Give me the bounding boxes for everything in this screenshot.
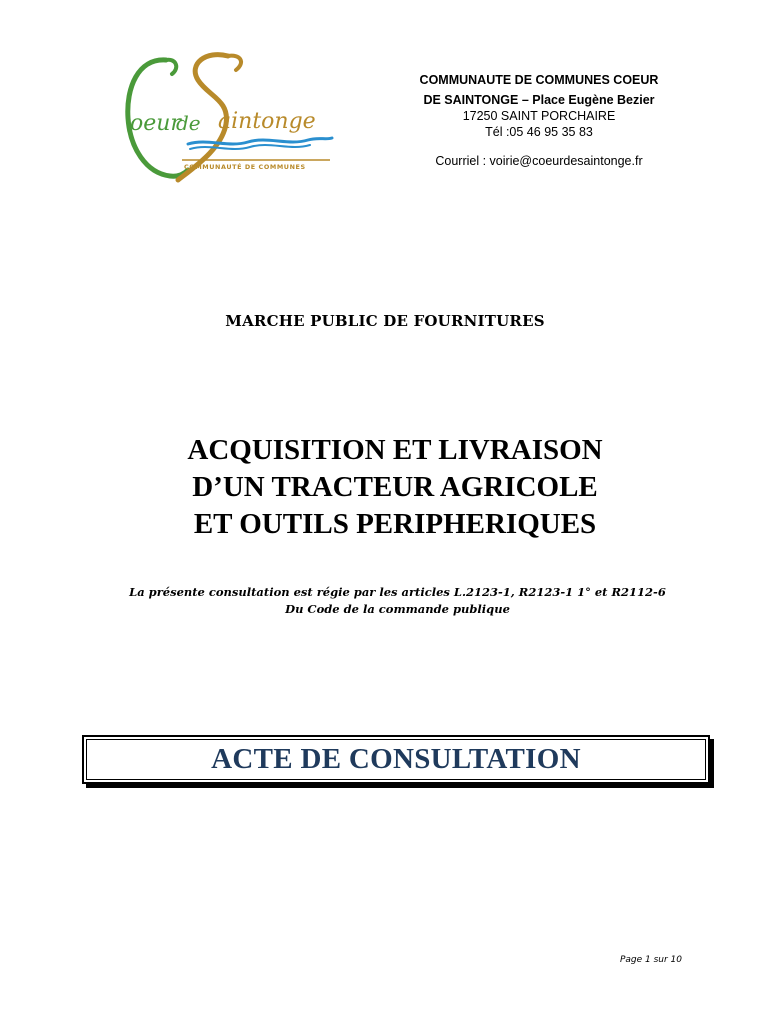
- svg-text:aintonge: aintonge: [218, 109, 316, 134]
- organization-header: [384, 72, 694, 168]
- org-name-line1: COMMUNAUTE DE COMMUNES COEUR: [419, 73, 659, 87]
- page-number: Page 1 sur 10: [619, 955, 682, 965]
- regulation-note: [0, 584, 770, 618]
- org-address: 17250 SAINT PORCHAIRE: [462, 109, 616, 123]
- svg-text:COMMUNAUTÉ DE COMMUNES: COMMUNAUTÉ DE COMMUNES: [184, 163, 306, 171]
- document-type: ACTE DE CONSULTATION: [211, 743, 581, 775]
- document-type-box: [82, 735, 710, 784]
- title-line: ACQUISITION ET LIVRAISON: [187, 434, 603, 466]
- org-email: Courriel : voirie@coeurdesaintonge.fr: [435, 154, 643, 168]
- market-type: MARCHE PUBLIC DE FOURNITURES: [225, 312, 545, 330]
- title-line: D’UN TRACTEUR AGRICOLE: [192, 471, 598, 503]
- org-name-line2: DE SAINTONGE – Place Eugène Bezier: [423, 93, 655, 107]
- svg-text:oeur: oeur: [130, 111, 181, 136]
- title-line: ET OUTILS PERIPHERIQUES: [193, 508, 597, 540]
- document-title: [0, 432, 770, 543]
- svg-text:de: de: [176, 111, 201, 135]
- coeur-de-saintonge-logo: [118, 48, 348, 188]
- org-phone: Tél :05 46 95 35 83: [485, 125, 593, 139]
- regulation-line1: La présente consultation est régie par les articles L.2123-1, R2123-1 1° et R2112-6: [129, 585, 666, 599]
- regulation-line2: Du Code de la commande publique: [285, 602, 510, 616]
